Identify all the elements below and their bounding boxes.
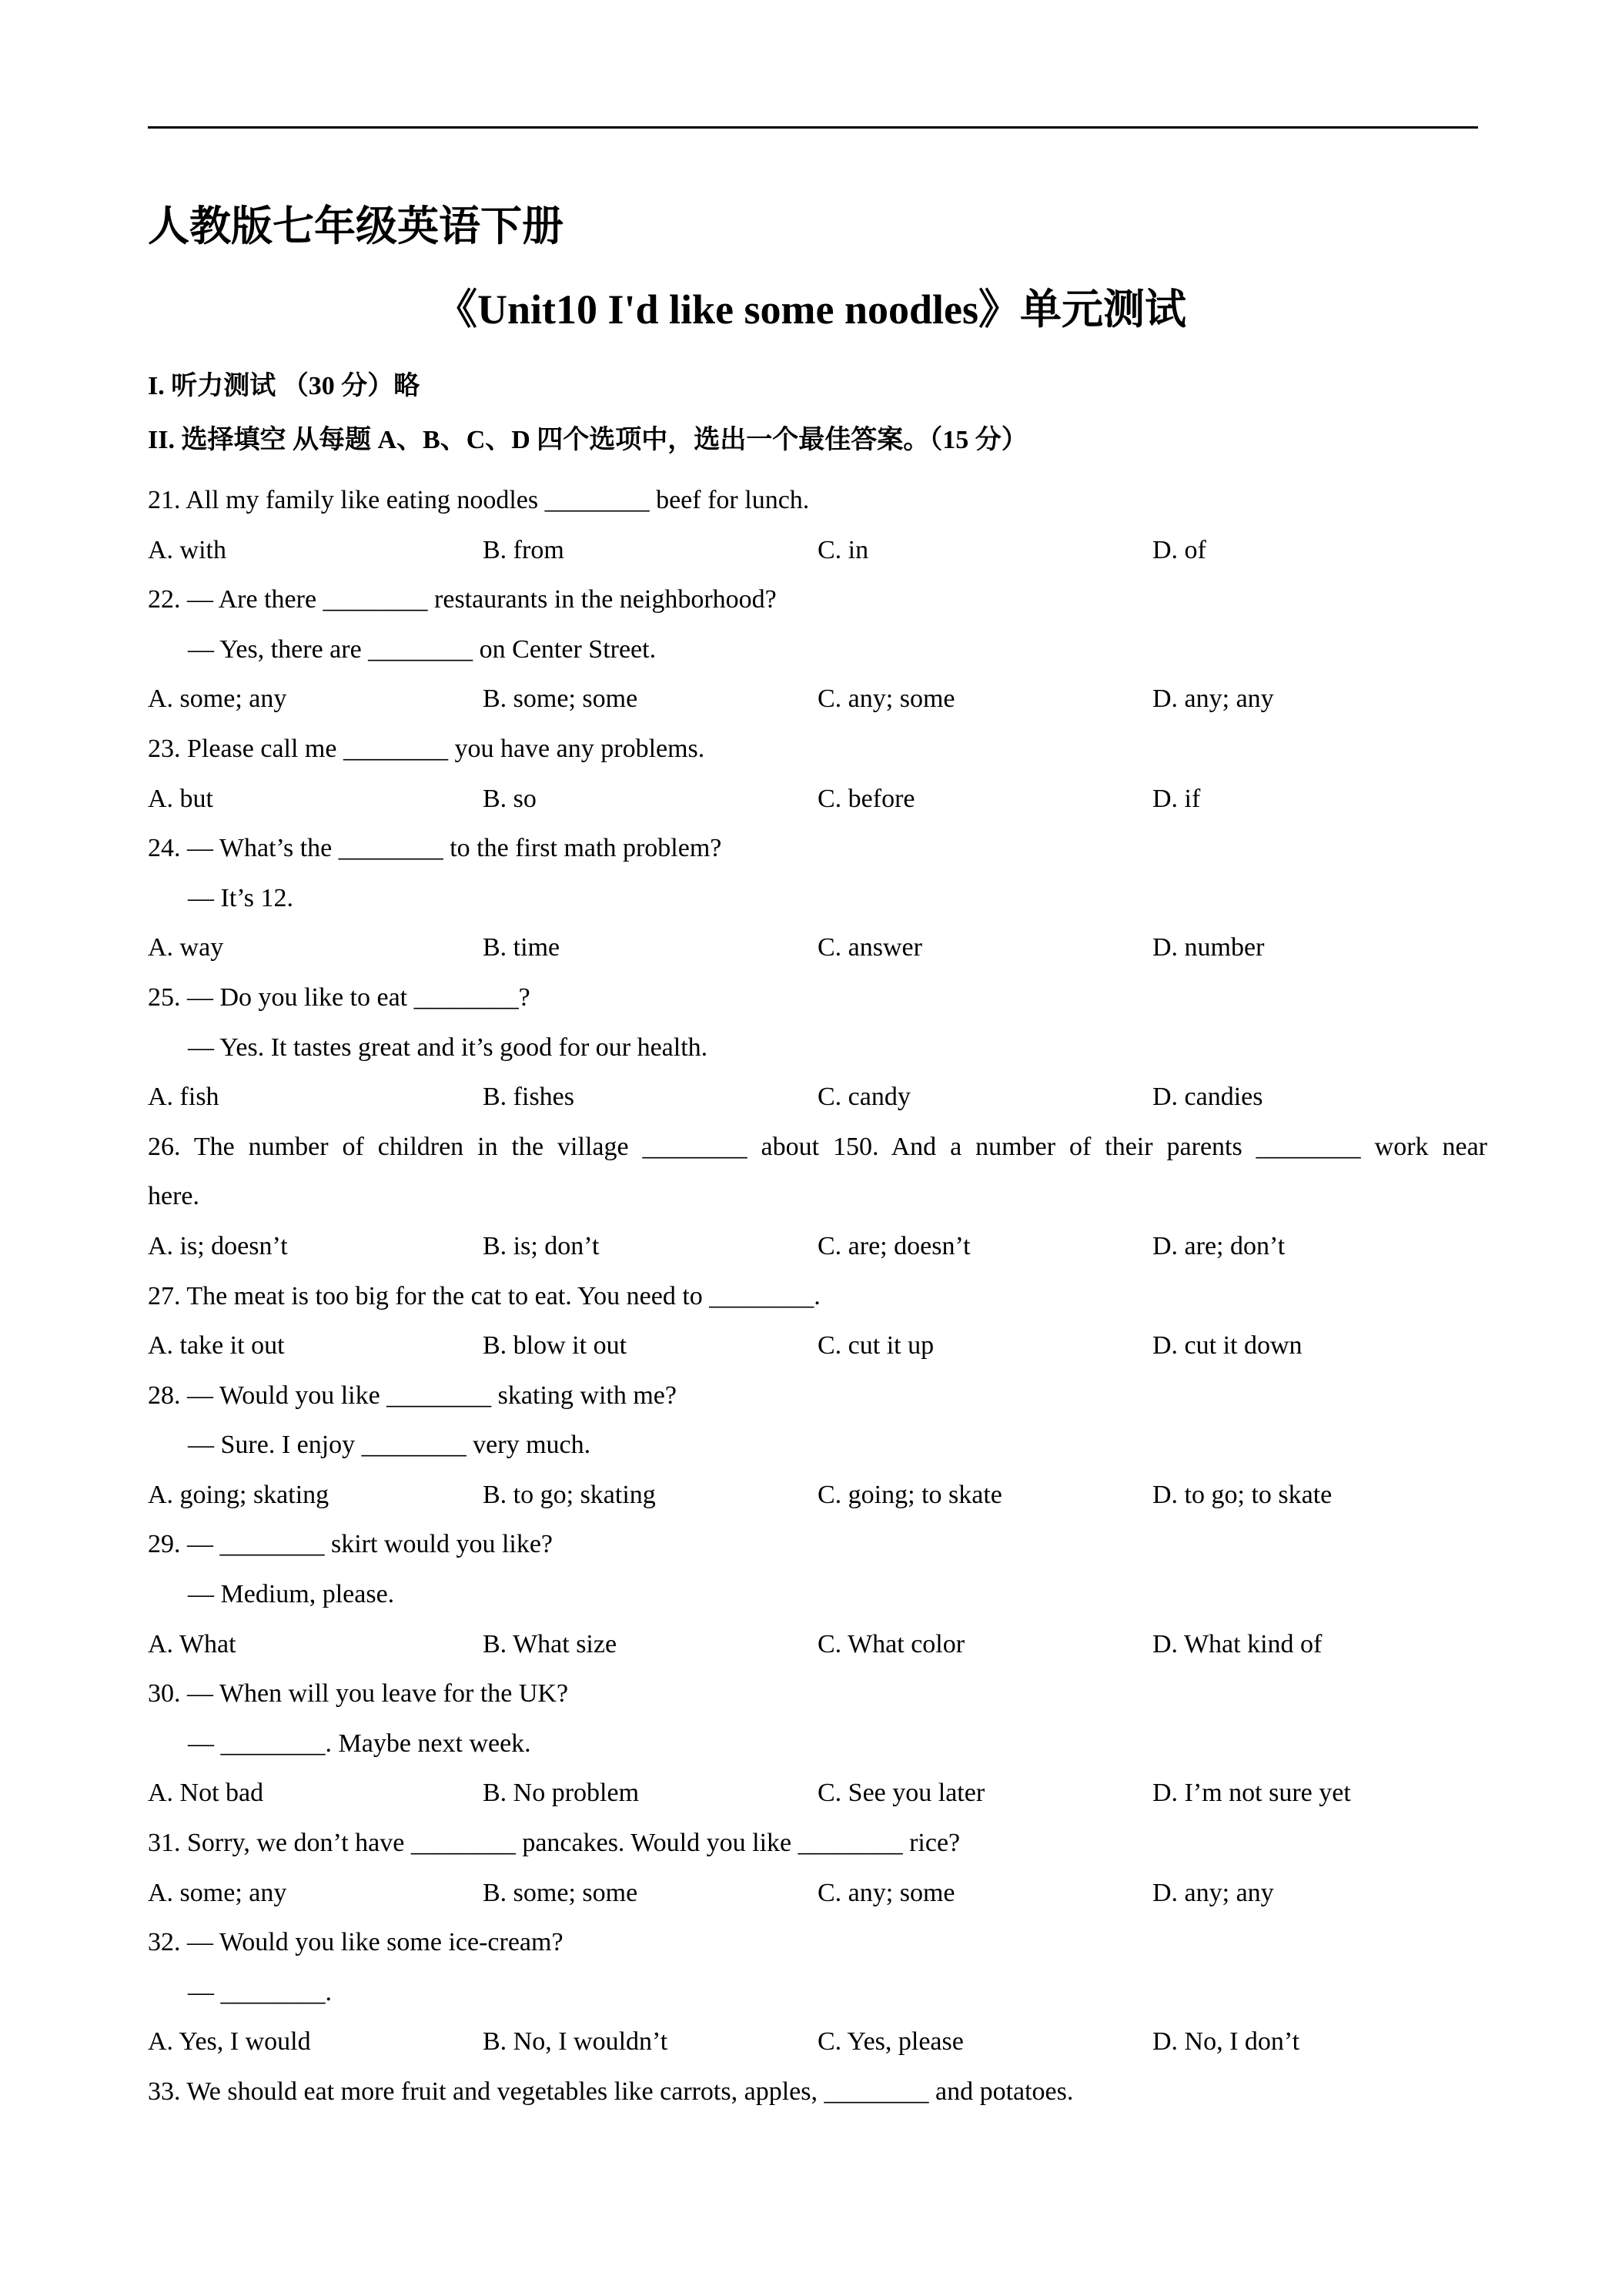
option-row xyxy=(148,775,1487,825)
option-b[interactable]: B. is; don’t xyxy=(483,1231,600,1260)
option-c[interactable]: C. Yes, please xyxy=(818,2027,964,2057)
option-b[interactable]: B. some; some xyxy=(483,684,638,714)
question-text: 25. — Do you like to eat ________? xyxy=(148,982,530,1012)
document-title: 人教版七年级英语下册 xyxy=(148,202,564,250)
option-row xyxy=(148,2017,1487,2067)
question-item xyxy=(148,824,1487,973)
option-a[interactable]: A. is; doesn’t xyxy=(148,1231,288,1260)
option-c[interactable]: C. going; to skate xyxy=(818,1480,1002,1509)
question-list xyxy=(148,476,1487,2117)
option-row xyxy=(148,1869,1487,1919)
section-multiple-choice: II. 选择填空 从每题 A、B、C、D 四个选项中，选出一个最佳答案。（15 分） xyxy=(148,426,1028,454)
question-dialogue-reply: — Yes. It tastes great and it’s good for our health. xyxy=(188,1033,708,1062)
question-item xyxy=(148,2067,1487,2117)
question-item xyxy=(148,725,1487,824)
option-a[interactable]: A. with xyxy=(148,535,226,564)
option-b[interactable]: B. fishes xyxy=(483,1083,574,1112)
option-row xyxy=(148,674,1487,725)
question-text: 33. We should eat more fruit and vegetables like carrots, apples, ________ and potatoes. xyxy=(148,2077,1074,2106)
option-b[interactable]: B. What size xyxy=(483,1629,617,1658)
option-a[interactable]: A. Not bad xyxy=(148,1779,264,1808)
option-d[interactable]: D. of xyxy=(1152,535,1206,564)
option-c[interactable]: C. cut it up xyxy=(818,1331,935,1361)
question-dialogue-reply: — ________. xyxy=(188,1977,332,2006)
question-item xyxy=(148,1272,1487,1371)
question-text: 22. — Are there ________ restaurants in the neighborhood? xyxy=(148,585,777,614)
option-a[interactable]: A. take it out xyxy=(148,1331,285,1361)
option-c[interactable]: C. before xyxy=(818,784,915,813)
question-item xyxy=(148,973,1487,1123)
question-text-continued: here. xyxy=(148,1182,200,1211)
question-item xyxy=(148,1520,1487,1669)
option-c[interactable]: C. are; doesn’t xyxy=(818,1231,971,1260)
option-c[interactable]: C. in xyxy=(818,535,869,564)
option-a[interactable]: A. fish xyxy=(148,1083,219,1112)
question-text: 24. — What’s the ________ to the first math problem? xyxy=(148,834,722,863)
option-d[interactable]: D. are; don’t xyxy=(1152,1231,1286,1260)
question-item xyxy=(148,1918,1487,2067)
option-row xyxy=(148,1222,1487,1272)
option-d[interactable]: D. What kind of xyxy=(1152,1629,1323,1658)
option-c[interactable]: C. See you later xyxy=(818,1779,985,1808)
question-text: 31. Sorry, we don’t have ________ pancakes. Would you like ________ rice? xyxy=(148,1829,961,1858)
option-row xyxy=(148,923,1487,973)
question-dialogue-reply: — Sure. I enjoy ________ very much. xyxy=(188,1431,591,1460)
option-c[interactable]: C. any; some xyxy=(818,1878,955,1907)
question-text: 32. — Would you like some ice-cream? xyxy=(148,1928,564,1957)
question-item xyxy=(148,476,1487,575)
option-d[interactable]: D. No, I don’t xyxy=(1152,2027,1300,2057)
option-c[interactable]: C. What color xyxy=(818,1629,965,1658)
question-text: 28. — Would you like ________ skating with me? xyxy=(148,1381,677,1410)
question-item xyxy=(148,1123,1487,1272)
option-row xyxy=(148,526,1487,576)
option-b[interactable]: B. some; some xyxy=(483,1878,638,1907)
question-text: 27. The meat is too big for the cat to eat. You need to ________. xyxy=(148,1281,821,1310)
option-b[interactable]: B. to go; skating xyxy=(483,1480,656,1509)
question-text: 30. — When will you leave for the UK? xyxy=(148,1679,569,1709)
question-item xyxy=(148,1371,1487,1521)
option-a[interactable]: A. What xyxy=(148,1629,236,1658)
option-a[interactable]: A. going; skating xyxy=(148,1480,329,1509)
question-item xyxy=(148,575,1487,725)
document-subtitle: 《Unit10 I'd like some noodles》单元测试 xyxy=(435,286,1187,333)
option-b[interactable]: B. No problem xyxy=(483,1779,640,1808)
option-d[interactable]: D. if xyxy=(1152,784,1201,813)
option-c[interactable]: C. candy xyxy=(818,1083,911,1112)
option-d[interactable]: D. number xyxy=(1152,933,1265,962)
section-listening: I. 听力测试 （30 分）略 xyxy=(148,372,420,400)
option-d[interactable]: D. cut it down xyxy=(1152,1331,1303,1361)
option-d[interactable]: D. to go; to skate xyxy=(1152,1480,1333,1509)
question-text: 23. Please call me ________ you have any problems. xyxy=(148,734,705,763)
option-d[interactable]: D. I’m not sure yet xyxy=(1152,1779,1351,1808)
option-a[interactable]: A. some; any xyxy=(148,684,287,714)
question-dialogue-reply: — Yes, there are ________ on Center Street. xyxy=(188,634,657,664)
option-a[interactable]: A. way xyxy=(148,933,224,962)
option-row xyxy=(148,1769,1487,1819)
question-dialogue-reply: — It’s 12. xyxy=(188,883,293,912)
header-rule xyxy=(148,126,1478,129)
question-text: 26. The number of children in the village ________ about 150. And a number of their parents ________ work near xyxy=(148,1132,1487,1161)
option-b[interactable]: B. so xyxy=(483,784,537,813)
question-text: 21. All my family like eating noodles ________ beef for lunch. xyxy=(148,486,810,514)
option-c[interactable]: C. any; some xyxy=(818,684,955,714)
option-d[interactable]: D. any; any xyxy=(1152,684,1274,714)
question-dialogue-reply: — ________. Maybe next week. xyxy=(188,1729,531,1758)
option-b[interactable]: B. blow it out xyxy=(483,1331,627,1361)
option-d[interactable]: D. any; any xyxy=(1152,1878,1274,1907)
option-row xyxy=(148,1321,1487,1371)
option-b[interactable]: B. from xyxy=(483,535,564,564)
option-a[interactable]: A. some; any xyxy=(148,1878,287,1907)
option-row xyxy=(148,1073,1487,1123)
option-d[interactable]: D. candies xyxy=(1152,1083,1263,1112)
question-item xyxy=(148,1669,1487,1819)
option-row xyxy=(148,1620,1487,1670)
option-a[interactable]: A. Yes, I would xyxy=(148,2027,311,2057)
option-c[interactable]: C. answer xyxy=(818,933,922,962)
option-row xyxy=(148,1471,1487,1521)
option-b[interactable]: B. No, I wouldn’t xyxy=(483,2027,668,2057)
question-item xyxy=(148,1819,1487,1918)
option-a[interactable]: A. but xyxy=(148,784,213,813)
question-text: 29. — ________ skirt would you like? xyxy=(148,1530,553,1559)
option-b[interactable]: B. time xyxy=(483,933,560,962)
question-dialogue-reply: — Medium, please. xyxy=(188,1580,395,1609)
